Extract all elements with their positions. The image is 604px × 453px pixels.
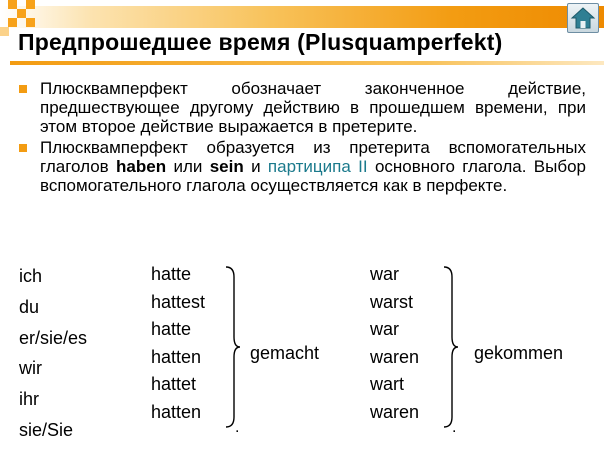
- haben-form: hatte: [151, 319, 192, 339]
- pronoun: wir: [19, 358, 42, 379]
- sein-form: waren: [370, 401, 420, 422]
- or-word: или: [166, 157, 210, 176]
- sentence-dot: .: [235, 419, 240, 436]
- sein-forms-column: [370, 261, 419, 426]
- haben-form: hattet: [151, 374, 197, 394]
- haben-form: hatte: [151, 264, 192, 284]
- haben-form: hattest: [151, 291, 206, 312]
- pronoun: du: [19, 296, 40, 317]
- haben-form: hatten: [151, 401, 202, 422]
- home-icon: [568, 4, 598, 32]
- sein-form: waren: [370, 346, 420, 367]
- and-word: и: [243, 157, 268, 176]
- participle-link[interactable]: партиципа II: [267, 157, 368, 176]
- haben-word: haben: [116, 157, 167, 176]
- haben-participle: gemacht: [250, 343, 320, 363]
- bullet-item-2: [18, 138, 586, 195]
- sein-brace: [440, 265, 460, 430]
- header-bar: [0, 6, 604, 28]
- pronoun-column: [19, 261, 87, 446]
- pronoun: ich: [19, 266, 43, 286]
- bullet2-text-end: основного глагола. Выбор вспомогательного глагола осуществляется как в перфекте.: [40, 157, 586, 195]
- sein-form: wart: [370, 374, 405, 394]
- bullet-list: [18, 79, 586, 197]
- sein-participle: gekommen: [474, 343, 564, 363]
- bullet2-text: Плюсквамперфект образуется из претерита вспомогательных глаголов: [40, 138, 586, 176]
- slide-title: Предпрошедшее время (Plusquamperfekt): [18, 29, 503, 55]
- haben-brace: [222, 265, 242, 430]
- pronoun: sie/Sie: [19, 419, 74, 440]
- sein-form: war: [370, 319, 400, 339]
- sentence-dot: .: [452, 419, 457, 436]
- pronoun: ihr: [19, 389, 40, 410]
- title-underline: [10, 61, 604, 65]
- haben-form: hatten: [151, 346, 202, 367]
- sein-form: warst: [370, 291, 414, 312]
- haben-forms-column: [151, 261, 205, 426]
- bullet-item-1: Плюсквамперфект обозначает законченное действие, предшествующее другому действию в прошедшем времени, при этом второе действие выражается в претерите.: [18, 79, 586, 136]
- sein-word: sein: [209, 157, 244, 176]
- pronoun: er/sie/es: [19, 327, 88, 348]
- home-button[interactable]: [567, 3, 599, 33]
- sein-form: war: [370, 264, 400, 284]
